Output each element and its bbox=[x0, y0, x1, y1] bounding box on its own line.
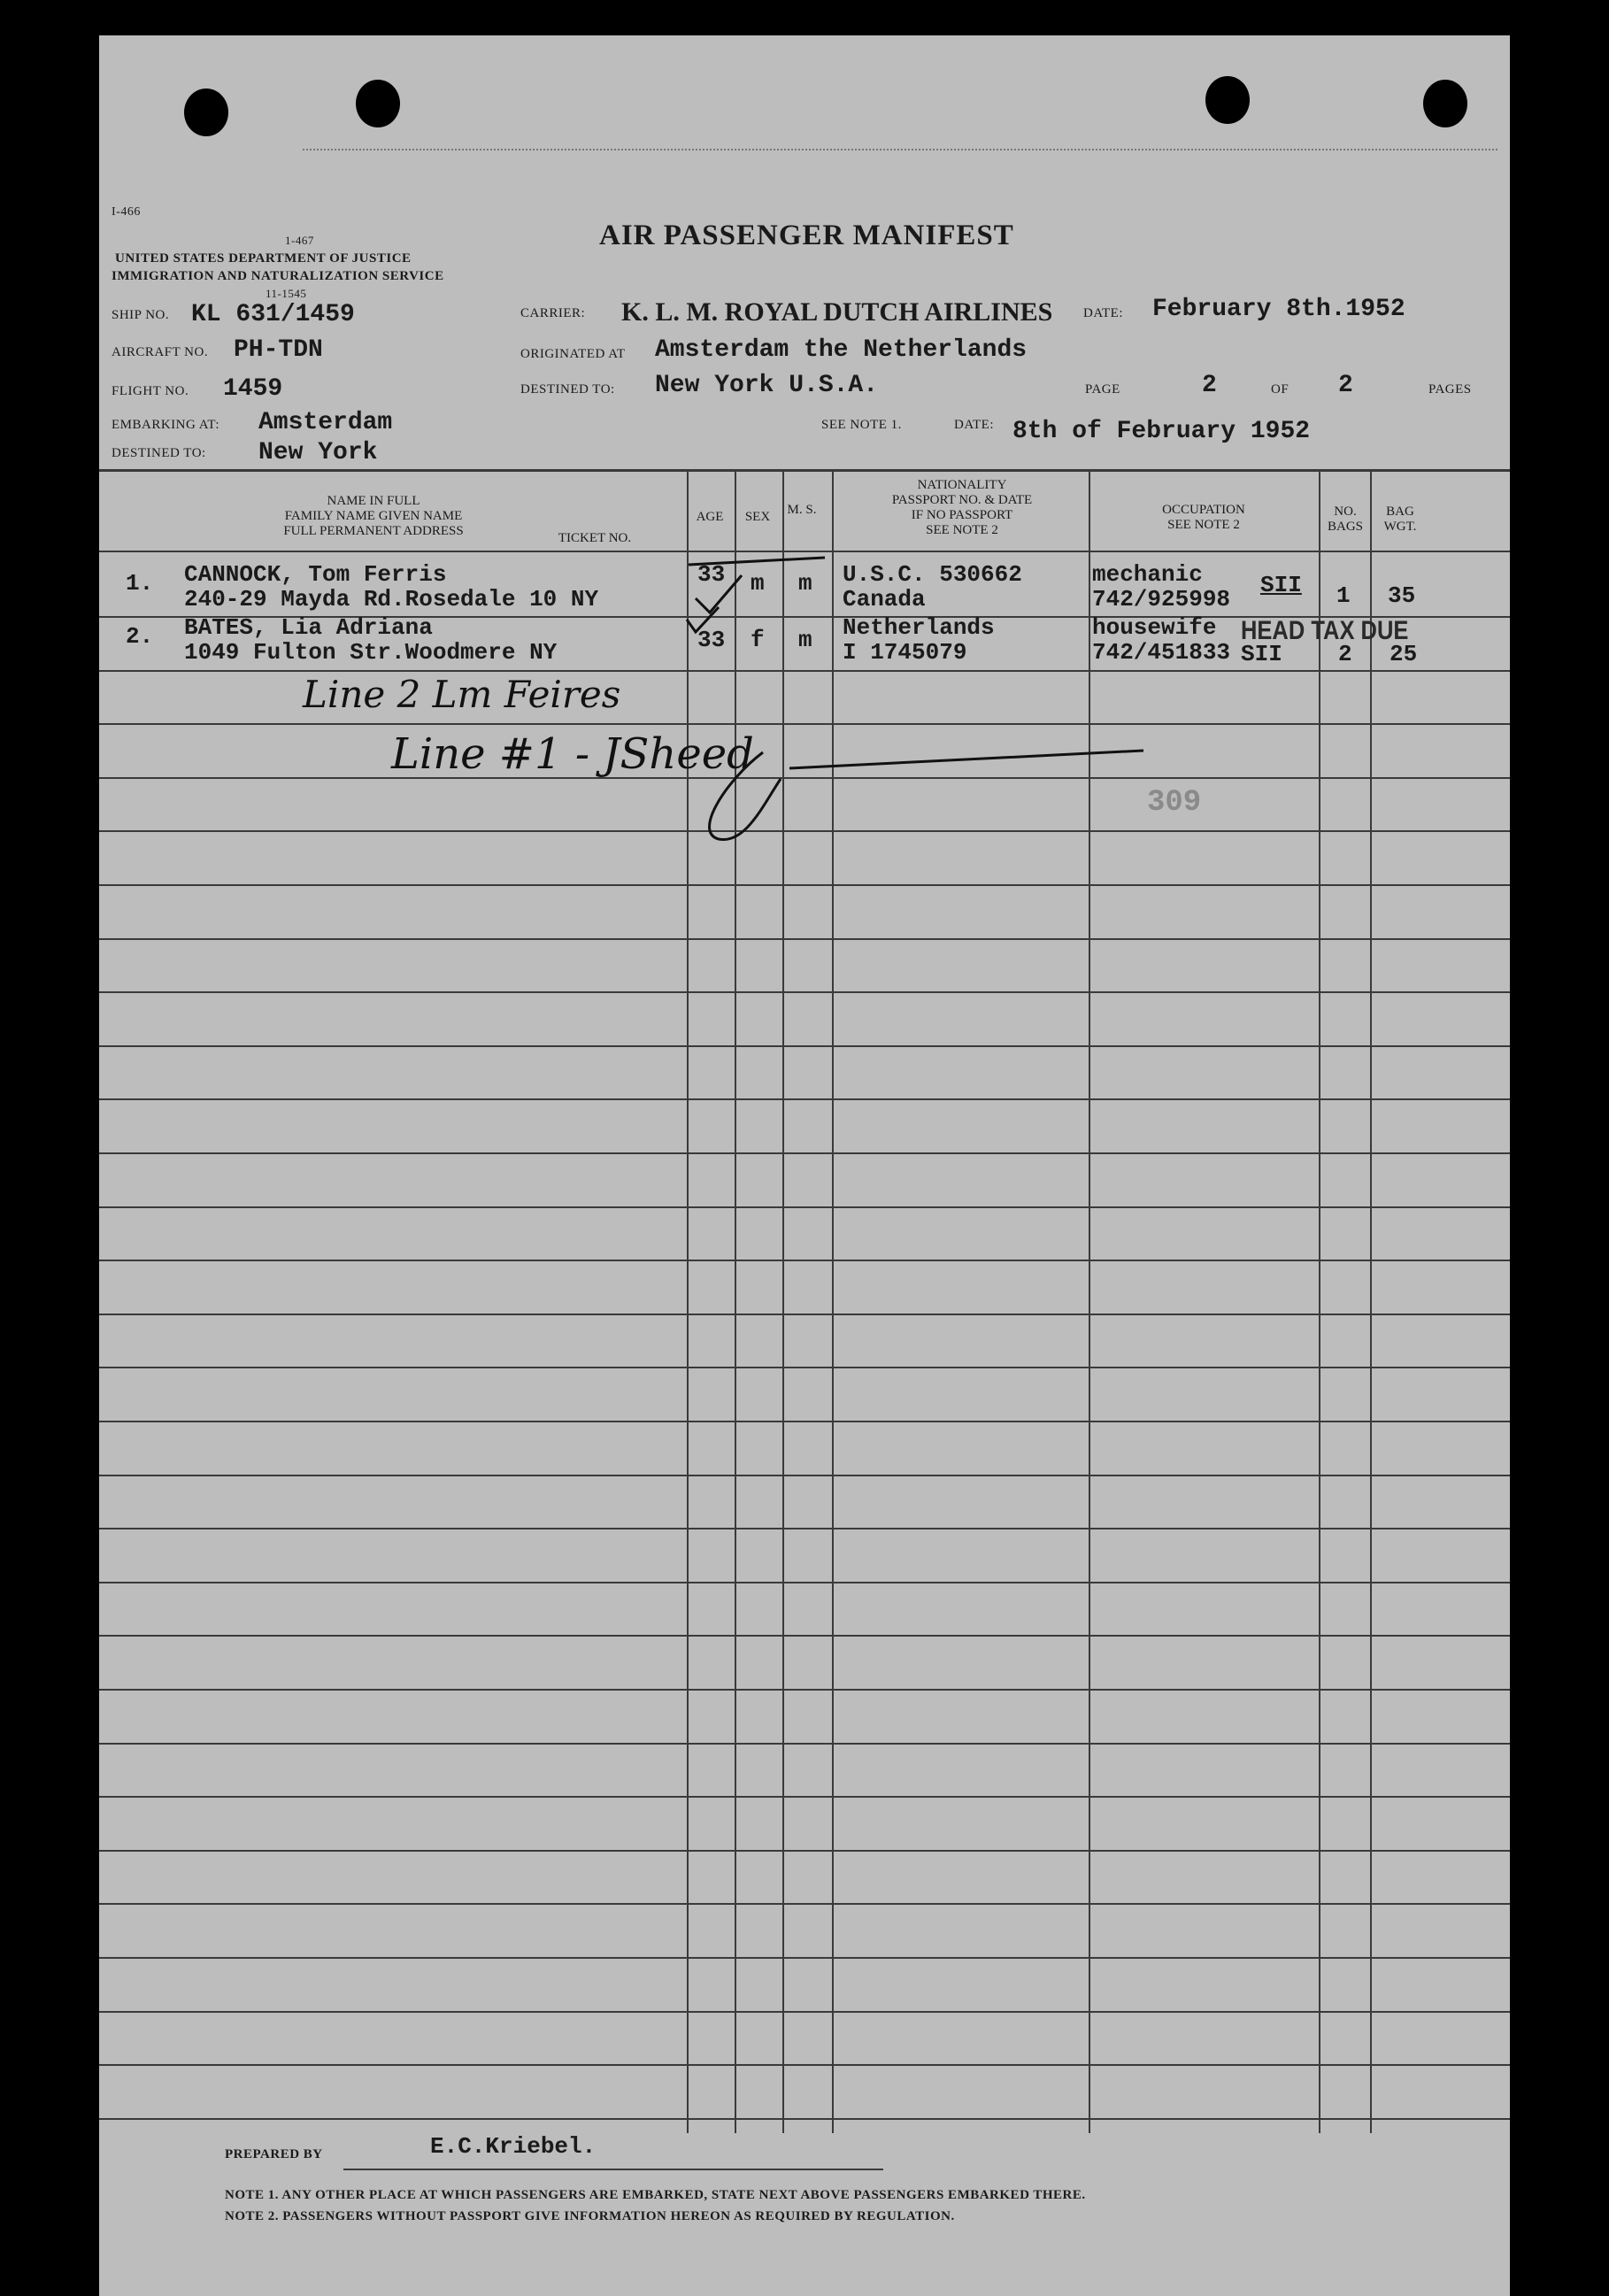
handwritten-note-1: Line 2 Lm Feires bbox=[303, 673, 621, 716]
col-occupation-header: OCCUPATION SEE NOTE 2 bbox=[1162, 503, 1245, 532]
col-wgt-header: BAG WGT. bbox=[1383, 505, 1417, 534]
passenger-name: CANNOCK, Tom Ferris bbox=[184, 561, 447, 588]
prepared-by-line bbox=[343, 2169, 883, 2170]
prepared-by-value: E.C.Kriebel. bbox=[430, 2133, 597, 2160]
passenger-sex: m bbox=[751, 570, 765, 597]
row-rule bbox=[99, 1850, 1510, 1852]
row-rule bbox=[99, 1152, 1510, 1154]
col-divider-age bbox=[687, 469, 689, 2133]
page-value: 2 bbox=[1202, 372, 1217, 399]
embarking-value: Amsterdam bbox=[258, 409, 393, 436]
form-code-2: 1-467 bbox=[285, 234, 314, 247]
manifest-page bbox=[99, 35, 1510, 2296]
note-2: NOTE 2. PASSENGERS WITHOUT PASSPORT GIVE INFORMATION HEREON AS REQUIRED BY REGULATION. bbox=[225, 2209, 955, 2223]
row-rule bbox=[99, 1635, 1510, 1637]
row-rule bbox=[99, 1260, 1510, 1261]
row-rule bbox=[99, 938, 1510, 940]
passenger-class: SII bbox=[1260, 572, 1302, 598]
row-rule bbox=[99, 2118, 1510, 2120]
row-rule bbox=[99, 1421, 1510, 1422]
destined-label: DESTINED TO: bbox=[112, 446, 206, 460]
passenger-marital-status: m bbox=[798, 627, 812, 653]
passenger-class: SII bbox=[1241, 641, 1282, 667]
row-rule bbox=[99, 1314, 1510, 1315]
department-name: UNITED STATES DEPARTMENT OF JUSTICE bbox=[115, 251, 412, 266]
passenger-nationality: Canada bbox=[843, 586, 926, 613]
originated-value: Amsterdam the Netherlands bbox=[655, 336, 1028, 364]
row-rule bbox=[99, 1475, 1510, 1476]
row-rule bbox=[99, 2064, 1510, 2066]
passenger-occupation: mechanic bbox=[1092, 561, 1203, 588]
row-rule bbox=[99, 991, 1510, 993]
form-code: I-466 bbox=[112, 205, 141, 219]
passenger-ticket: 742/925998 bbox=[1092, 586, 1231, 613]
carrier-value: K. L. M. ROYAL DUTCH AIRLINES bbox=[621, 297, 1053, 327]
destined-value: New York bbox=[258, 439, 378, 466]
date2-label: DATE: bbox=[954, 418, 994, 432]
col-nationality-header: NATIONALITY PASSPORT NO. & DATE IF NO PASSPORT SEE NOTE 2 bbox=[891, 478, 1033, 537]
row-rule bbox=[99, 1796, 1510, 1798]
col-divider-nationality bbox=[832, 469, 834, 2133]
col-name-header: NAME IN FULL FAMILY NAME GIVEN NAME FULL PERMANENT ADDRESS bbox=[283, 494, 464, 538]
passenger-age: 33 bbox=[697, 561, 726, 588]
row-number: 1. bbox=[126, 570, 154, 597]
perforation-line bbox=[303, 149, 1497, 150]
date-label: DATE: bbox=[1083, 306, 1123, 320]
punch-hole-1 bbox=[184, 89, 228, 136]
passenger-nationality: Netherlands bbox=[843, 614, 995, 641]
of-label: OF bbox=[1271, 382, 1290, 397]
checkmarks bbox=[683, 558, 843, 655]
passenger-bags: 1 bbox=[1336, 582, 1351, 609]
row-rule bbox=[99, 1045, 1510, 1047]
see-note-label: SEE NOTE 1. bbox=[821, 418, 902, 432]
ship-no-value: KL 631/1459 bbox=[191, 301, 355, 328]
row-rule bbox=[99, 1582, 1510, 1583]
passenger-age: 33 bbox=[697, 627, 726, 653]
row-number: 2. bbox=[126, 623, 154, 650]
page-label: PAGE bbox=[1085, 382, 1120, 397]
passenger-passport: U.S.C. 530662 bbox=[843, 561, 1022, 588]
flight-no-label: FLIGHT NO. bbox=[112, 384, 189, 398]
col-divider-occupation bbox=[1089, 469, 1090, 2133]
passenger-address: 240-29 Mayda Rd.Rosedale 10 NY bbox=[184, 586, 599, 613]
row-rule bbox=[99, 670, 1510, 672]
of-value: 2 bbox=[1338, 372, 1353, 399]
punch-hole-3 bbox=[1205, 76, 1250, 124]
flight-no-value: 1459 bbox=[223, 375, 283, 403]
passenger-passport: I 1745079 bbox=[843, 639, 967, 666]
passenger-ticket: 742/451833 bbox=[1092, 639, 1231, 666]
passenger-bag-weight: 25 bbox=[1390, 641, 1418, 667]
passenger-occupation: housewife bbox=[1092, 614, 1217, 641]
number-stamp: 309 bbox=[1147, 786, 1202, 820]
destined-to-label: DESTINED TO: bbox=[520, 382, 615, 397]
punch-hole-4 bbox=[1423, 80, 1467, 127]
col-bags-header: NO. BAGS bbox=[1327, 505, 1363, 534]
col-divider-bags bbox=[1319, 469, 1320, 2133]
row-rule bbox=[99, 2011, 1510, 2013]
handwritten-note-2: Line #1 - JSheed bbox=[391, 729, 754, 779]
row-rule bbox=[99, 1367, 1510, 1368]
ship-no-label: SHIP NO. bbox=[112, 308, 170, 322]
col-sex-header: SEX bbox=[744, 510, 771, 524]
passenger-marital-status: m bbox=[798, 570, 812, 597]
row-rule bbox=[99, 884, 1510, 886]
passenger-sex: f bbox=[751, 627, 765, 653]
row-rule bbox=[99, 723, 1510, 725]
row-rule bbox=[99, 1206, 1510, 1208]
row-rule bbox=[99, 1743, 1510, 1745]
row-rule bbox=[99, 1098, 1510, 1100]
aircraft-no-label: AIRCRAFT NO. bbox=[112, 345, 209, 359]
col-divider-wgt bbox=[1370, 469, 1372, 2133]
date2-value: 8th of February 1952 bbox=[1012, 418, 1311, 445]
aircraft-no-value: PH-TDN bbox=[234, 336, 323, 364]
passenger-address: 1049 Fulton Str.Woodmere NY bbox=[184, 639, 558, 666]
date-value: February 8th.1952 bbox=[1152, 296, 1405, 323]
embarking-label: EMBARKING AT: bbox=[112, 418, 220, 432]
passenger-bag-weight: 35 bbox=[1388, 582, 1416, 609]
carrier-label: CARRIER: bbox=[520, 306, 586, 320]
col-ms-header: M. S. bbox=[787, 503, 817, 517]
table-header-rule bbox=[99, 551, 1510, 552]
col-ticket-header: TICKET NO. bbox=[558, 531, 632, 545]
form-code-3: 11-1545 bbox=[266, 287, 307, 300]
service-name: IMMIGRATION AND NATURALIZATION SERVICE bbox=[112, 269, 444, 283]
signature-flourish bbox=[612, 726, 1161, 850]
row-rule bbox=[99, 1957, 1510, 1959]
col-divider-sex bbox=[735, 469, 736, 2133]
pages-label: PAGES bbox=[1428, 382, 1472, 397]
row-rule bbox=[99, 1528, 1510, 1529]
passenger-bags: 2 bbox=[1338, 641, 1352, 667]
row-rule bbox=[99, 1689, 1510, 1691]
prepared-by-label: PREPARED BY bbox=[225, 2147, 323, 2161]
col-divider-ms bbox=[782, 469, 784, 2133]
destined-to-value: New York U.S.A. bbox=[655, 372, 879, 399]
originated-label: ORIGINATED AT bbox=[520, 347, 626, 361]
punch-hole-2 bbox=[356, 80, 400, 127]
head-tax-stamp: HEAD TAX DUE bbox=[1241, 616, 1409, 645]
form-title: AIR PASSENGER MANIFEST bbox=[599, 220, 1014, 251]
row-rule bbox=[99, 1903, 1510, 1905]
note-1: NOTE 1. ANY OTHER PLACE AT WHICH PASSENGERS ARE EMBARKED, STATE NEXT ABOVE PASSENGERS EMBARKED THERE. bbox=[225, 2188, 1086, 2202]
table-top-rule bbox=[99, 469, 1510, 472]
passenger-name: BATES, Lia Adriana bbox=[184, 614, 433, 641]
col-age-header: AGE bbox=[696, 510, 724, 524]
